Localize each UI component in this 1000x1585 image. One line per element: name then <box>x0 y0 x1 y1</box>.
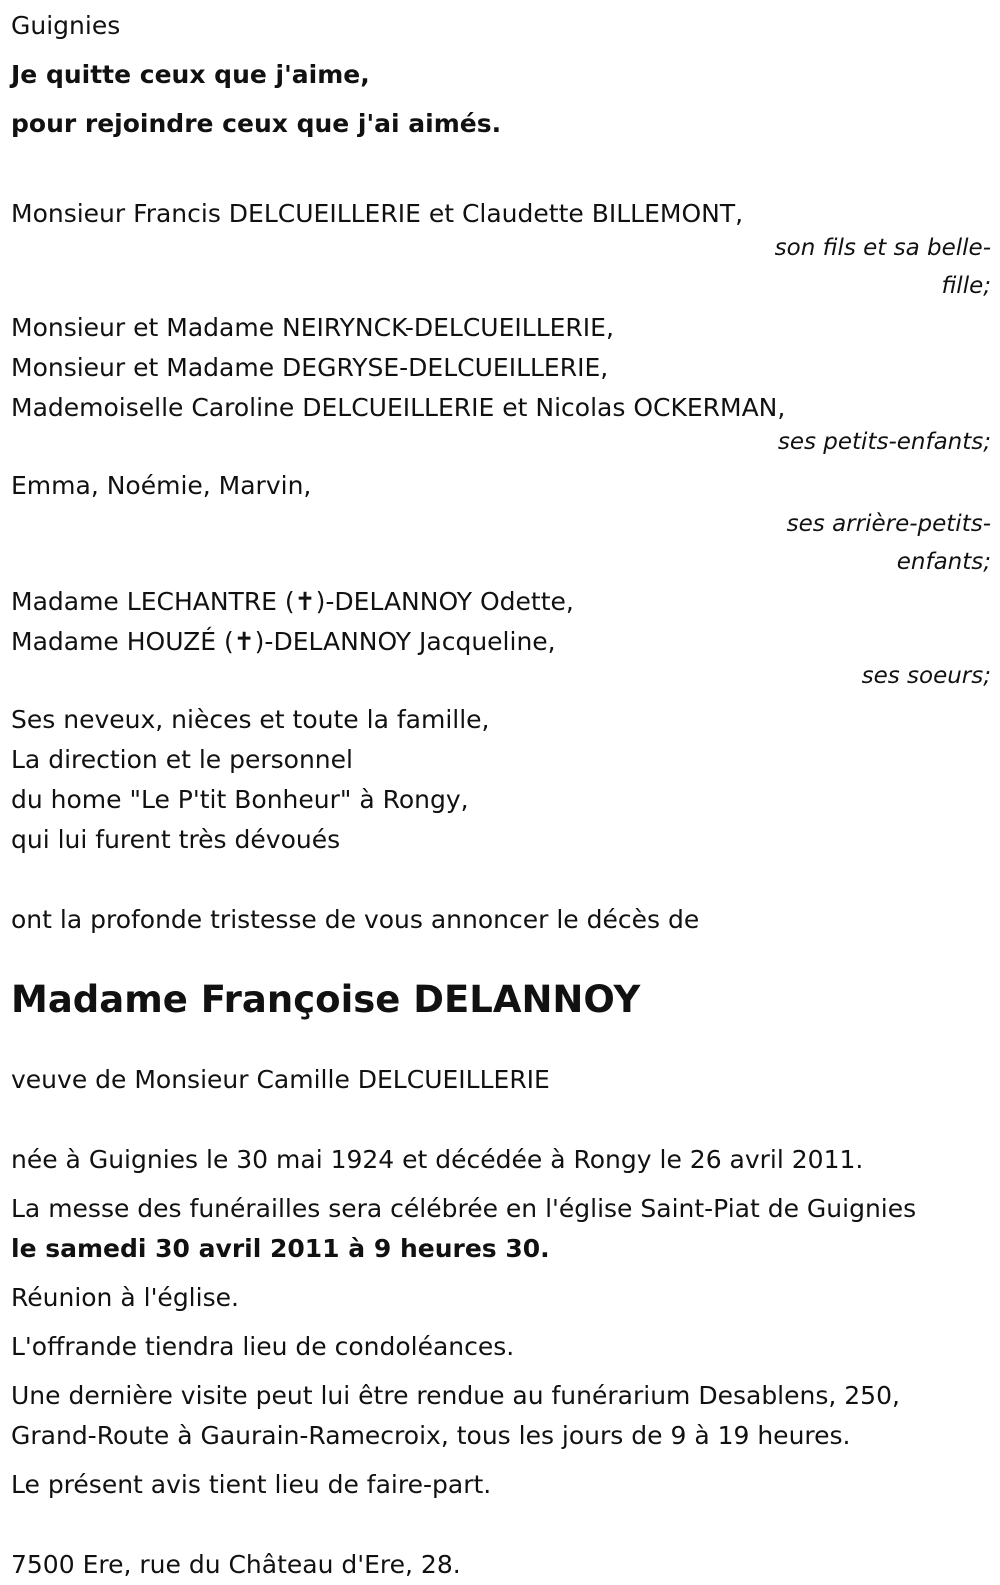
offering-info: L'offrande tiendra lieu de condoléances. <box>11 1332 515 1361</box>
mass-info: La messe des funérailles sera célébrée en l'église Saint-Piat de Guignies <box>11 1194 917 1223</box>
great-grandchildren-relation-line-2: enfants; <box>896 549 991 575</box>
others-line-1: Ses neveux, nièces et toute la famille, <box>11 705 490 734</box>
grandchild-3: Mademoiselle Caroline DELCUEILLERIE et Nicolas OCKERMAN, <box>11 393 786 422</box>
son-names: Monsieur Francis DELCUEILLERIE et Claudette BILLEMONT, <box>11 199 744 228</box>
sister-1: Madame LECHANTRE (✝)-DELANNOY Odette, <box>11 587 574 616</box>
son-relation-line-1: son fils et sa belle- <box>774 235 991 261</box>
grandchildren-relation: ses petits-enfants; <box>777 429 991 455</box>
widow-of: veuve de Monsieur Camille DELCUEILLERIE <box>11 1065 550 1094</box>
sisters-relation: ses soeurs; <box>861 663 991 689</box>
verse-line-1: Je quitte ceux que j'aime, <box>11 60 370 89</box>
others-line-3: du home "Le P'tit Bonheur" à Rongy, <box>11 785 469 814</box>
great-grandchildren-relation-line-1: ses arrière-petits- <box>786 511 991 537</box>
visit-line-1: Une dernière visite peut lui être rendue au funérarium Desablens, 250, <box>11 1381 900 1410</box>
obituary-notice <box>11 6 991 1585</box>
mass-date: le samedi 30 avril 2011 à 9 heures 30. <box>11 1234 550 1263</box>
announcement: ont la profonde tristesse de vous annoncer le décès de <box>11 905 700 934</box>
grandchild-1: Monsieur et Madame NEIRYNCK-DELCUEILLERIE, <box>11 313 614 342</box>
meeting-info: Réunion à l'église. <box>11 1283 239 1312</box>
deceased-name: Madame Françoise DELANNOY <box>11 978 641 1021</box>
sister-2: Madame HOUZÉ (✝)-DELANNOY Jacqueline, <box>11 627 556 656</box>
place-name: Guignies <box>11 11 121 40</box>
notice-info: Le présent avis tient lieu de faire-part. <box>11 1470 492 1499</box>
great-grandchildren-names: Emma, Noémie, Marvin, <box>11 471 312 500</box>
visit-line-2: Grand-Route à Gaurain-Ramecroix, tous les jours de 9 à 19 heures. <box>11 1421 851 1450</box>
others-line-4: qui lui furent très dévoués <box>11 825 341 854</box>
grandchild-2: Monsieur et Madame DEGRYSE-DELCUEILLERIE, <box>11 353 609 382</box>
verse-line-2: pour rejoindre ceux que j'ai aimés. <box>11 109 502 138</box>
birth-death: née à Guignies le 30 mai 1924 et décédée à Rongy le 26 avril 2011. <box>11 1145 864 1174</box>
others-line-2: La direction et le personnel <box>11 745 353 774</box>
son-relation-line-2: fille; <box>941 273 991 299</box>
address: 7500 Ere, rue du Château d'Ere, 28. <box>11 1550 461 1579</box>
